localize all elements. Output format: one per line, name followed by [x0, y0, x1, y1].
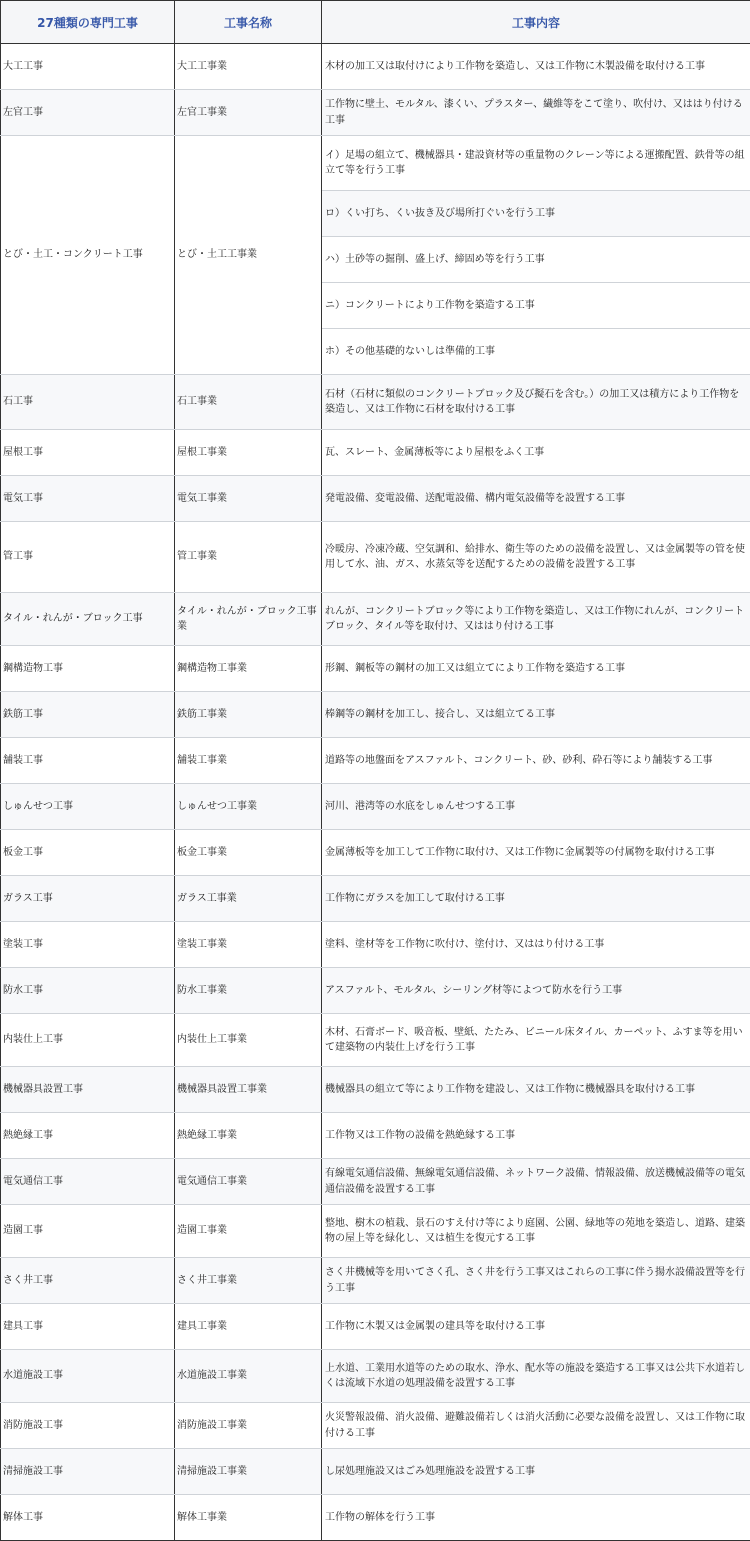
header-specialty-work: 27種類の専門工事: [1, 1, 175, 44]
work-name-cell: 屋根工事業: [175, 430, 322, 476]
work-description-cell: 塗料、塗材等を工作物に吹付け、塗付け、又ははり付ける工事: [322, 922, 750, 968]
table-row: [1, 922, 750, 968]
table-row: [1, 1350, 750, 1403]
specialty-work-cell: 管工事: [1, 522, 175, 593]
work-description-cell: 工作物に壁土、モルタル、漆くい、プラスター、繊維等をこて塗り、吹付け、又ははり付ける工事: [322, 90, 750, 136]
work-name-cell: 大工工事業: [175, 44, 322, 90]
work-description-cell: 上水道、工業用水道等のための取水、浄水、配水等の施設を築造する工事又は公共下水道若しくは流域下水道の処理設備を設置する工事: [322, 1350, 750, 1403]
specialty-work-cell: しゅんせつ工事: [1, 784, 175, 830]
work-description-subitem: ロ）くい打ち、くい抜き及び場所打ぐいを行う工事: [322, 191, 750, 237]
work-name-cell: 内装仕上工事業: [175, 1014, 322, 1067]
work-description-cell: 冷暖房、冷凍冷蔵、空気調和、給排水、衛生等のための設備を設置し、又は金属製等の管を使用して水、油、ガス、水蒸気等を送配するための設備を設置する工事: [322, 522, 750, 593]
work-name-cell: 機械器具設置工事業: [175, 1067, 322, 1113]
table-row: [1, 593, 750, 646]
table-row: [1, 375, 750, 430]
work-name-cell: 熱絶縁工事業: [175, 1113, 322, 1159]
work-name-cell: 建具工事業: [175, 1304, 322, 1350]
specialty-work-cell: 内装仕上工事: [1, 1014, 175, 1067]
table-row: [1, 44, 750, 90]
work-name-cell: 防水工事業: [175, 968, 322, 1014]
table-row: [1, 1205, 750, 1258]
table-row: [1, 968, 750, 1014]
work-name-cell: 舗装工事業: [175, 738, 322, 784]
work-description-cell: 木材、石膏ボード、吸音板、壁紙、たたみ、ビニール床タイル、カーペット、ふすま等を用いて建築物の内装仕上げを行う工事: [322, 1014, 750, 1067]
work-description-subitem: ホ）その他基礎的ないしは準備的工事: [322, 329, 750, 375]
table-row: [1, 1067, 750, 1113]
table-row: [1, 1113, 750, 1159]
specialty-work-cell: 鉄筋工事: [1, 692, 175, 738]
work-description-cell: 石材（石材に類似のコンクリートブロック及び擬石を含む。）の加工又は積方により工作物を築造し、又は工作物に石材を取付ける工事: [322, 375, 750, 430]
specialty-work-cell: 造園工事: [1, 1205, 175, 1258]
work-description-cell: 工作物にガラスを加工して取付ける工事: [322, 876, 750, 922]
specialty-work-cell: 板金工事: [1, 830, 175, 876]
specialty-work-cell: 清掃施設工事: [1, 1449, 175, 1495]
work-description-cell: 道路等の地盤面をアスファルト、コンクリート、砂、砂利、砕石等により舗装する工事: [322, 738, 750, 784]
specialty-work-cell: 熱絶縁工事: [1, 1113, 175, 1159]
table-row: [1, 646, 750, 692]
work-description-subitem: イ）足場の組立て、機械器具・建設資材等の重量物のクレーン等による運搬配置、鉄骨等の組立て等を行う工事: [322, 136, 750, 191]
work-name-cell: 水道施設工事業: [175, 1350, 322, 1403]
table-row: [1, 430, 750, 476]
specialty-work-cell: 電気工事: [1, 476, 175, 522]
table-row: [1, 1014, 750, 1067]
work-name-cell: 石工事業: [175, 375, 322, 430]
work-description-subitem: ニ）コンクリートにより工作物を築造する工事: [322, 283, 750, 329]
work-name-cell: さく井工事業: [175, 1258, 322, 1304]
table-row: [1, 1403, 750, 1449]
specialty-work-cell: 鋼構造物工事: [1, 646, 175, 692]
work-description-cell: 工作物の解体を行う工事: [322, 1495, 750, 1541]
work-name-cell: 電気通信工事業: [175, 1159, 322, 1205]
work-description-cell: 棒鋼等の鋼材を加工し、接合し、又は組立てる工事: [322, 692, 750, 738]
table-row: [1, 738, 750, 784]
work-description-cell: 機械器具の組立て等により工作物を建設し、又は工作物に機械器具を取付ける工事: [322, 1067, 750, 1113]
work-description-cell: 火災警報設備、消火設備、避難設備若しくは消火活動に必要な設備を設置し、又は工作物に取付ける工事: [322, 1403, 750, 1449]
specialty-work-cell: 電気通信工事: [1, 1159, 175, 1205]
work-description-cell: 形鋼、鋼板等の鋼材の加工又は組立てにより工作物を築造する工事: [322, 646, 750, 692]
table-row: [1, 1159, 750, 1205]
specialty-work-cell: とび・土工・コンクリート工事: [1, 136, 175, 375]
table-row: [1, 876, 750, 922]
specialty-work-cell: 屋根工事: [1, 430, 175, 476]
work-name-cell: 鉄筋工事業: [175, 692, 322, 738]
table-header-row: [1, 1, 750, 44]
work-description-subitem: ハ）土砂等の掘削、盛上げ、締固め等を行う工事: [322, 237, 750, 283]
work-description-cell: れんが、コンクリートブロック等により工作物を築造し、又は工作物にれんが、コンクリートブロック、タイル等を取付け、又ははり付ける工事: [322, 593, 750, 646]
specialty-work-cell: 解体工事: [1, 1495, 175, 1541]
work-name-cell: しゅんせつ工事業: [175, 784, 322, 830]
specialty-work-cell: 防水工事: [1, 968, 175, 1014]
work-name-cell: 清掃施設工事業: [175, 1449, 322, 1495]
table-row: [1, 1495, 750, 1541]
work-description-cell: 工作物又は工作物の設備を熱絶縁する工事: [322, 1113, 750, 1159]
work-name-cell: 左官工事業: [175, 90, 322, 136]
specialty-work-cell: ガラス工事: [1, 876, 175, 922]
work-name-cell: 塗装工事業: [175, 922, 322, 968]
work-description-cell: し尿処理施設又はごみ処理施設を設置する工事: [322, 1449, 750, 1495]
work-name-cell: 消防施設工事業: [175, 1403, 322, 1449]
table-row: [1, 1258, 750, 1304]
specialty-work-cell: 機械器具設置工事: [1, 1067, 175, 1113]
work-description-cell: 金属薄板等を加工して工作物に取付け、又は工作物に金属製等の付属物を取付ける工事: [322, 830, 750, 876]
work-description-cell: 河川、港湾等の水底をしゅんせつする工事: [322, 784, 750, 830]
work-description-cell: 有線電気通信設備、無線電気通信設備、ネットワーク設備、情報設備、放送機械設備等の電気通信設備を設置する工事: [322, 1159, 750, 1205]
work-name-cell: とび・土工工事業: [175, 136, 322, 375]
table-row: [1, 1449, 750, 1495]
specialty-work-cell: 大工工事: [1, 44, 175, 90]
work-name-cell: 造園工事業: [175, 1205, 322, 1258]
work-description-cell: 木材の加工又は取付けにより工作物を築造し、又は工作物に木製設備を取付ける工事: [322, 44, 750, 90]
header-work-name: 工事名称: [175, 1, 322, 44]
work-description-cell: さく井機械等を用いてさく孔、さく井を行う工事又はこれらの工事に伴う揚水設備設置等を行う工事: [322, 1258, 750, 1304]
specialty-work-cell: さく井工事: [1, 1258, 175, 1304]
table-row: [1, 136, 750, 191]
header-work-description: 工事内容: [322, 1, 750, 44]
table-row: [1, 692, 750, 738]
table-row: [1, 476, 750, 522]
specialty-work-cell: 石工事: [1, 375, 175, 430]
specialty-work-cell: 舗装工事: [1, 738, 175, 784]
specialty-work-cell: 左官工事: [1, 90, 175, 136]
work-description-cell: 発電設備、変電設備、送配電設備、構内電気設備等を設置する工事: [322, 476, 750, 522]
work-description-cell: 整地、樹木の植栽、景石のすえ付け等により庭園、公園、緑地等の苑地を築造し、道路、建築物の屋上等を緑化し、又は植生を復元する工事: [322, 1205, 750, 1258]
table-row: [1, 90, 750, 136]
work-name-cell: 解体工事業: [175, 1495, 322, 1541]
work-name-cell: 鋼構造物工事業: [175, 646, 322, 692]
specialty-work-cell: 水道施設工事: [1, 1350, 175, 1403]
work-name-cell: 電気工事業: [175, 476, 322, 522]
work-description-cell: アスファルト、モルタル、シーリング材等によつて防水を行う工事: [322, 968, 750, 1014]
table-row: [1, 784, 750, 830]
specialty-work-cell: 建具工事: [1, 1304, 175, 1350]
table-row: [1, 522, 750, 593]
specialty-work-cell: 消防施設工事: [1, 1403, 175, 1449]
table-row: [1, 1304, 750, 1350]
work-description-cell: 瓦、スレート、金属薄板等により屋根をふく工事: [322, 430, 750, 476]
table-row: [1, 830, 750, 876]
work-name-cell: ガラス工事業: [175, 876, 322, 922]
work-description-cell: 工作物に木製又は金属製の建具等を取付ける工事: [322, 1304, 750, 1350]
work-name-cell: 板金工事業: [175, 830, 322, 876]
specialty-work-cell: 塗装工事: [1, 922, 175, 968]
specialty-work-cell: タイル・れんが・ブロック工事: [1, 593, 175, 646]
work-name-cell: 管工事業: [175, 522, 322, 593]
work-name-cell: タイル・れんが・ブロック工事業: [175, 593, 322, 646]
